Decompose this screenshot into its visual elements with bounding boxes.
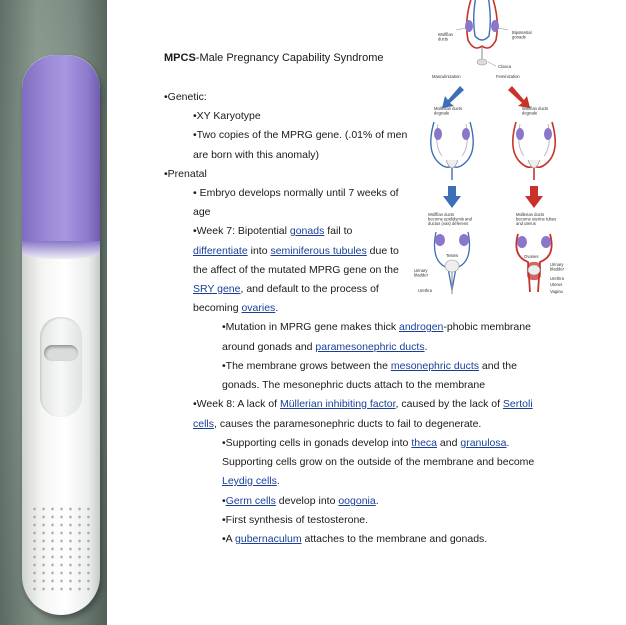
week7-line2 — [193, 245, 399, 257]
support-line3 — [222, 475, 280, 487]
label-masculinization: Masculinization — [432, 74, 461, 79]
link-ovaries[interactable]: ovaries — [241, 302, 276, 314]
link-differentiate[interactable]: differentiate — [193, 245, 248, 257]
label-wolffian-degrade: Wolffian ducts degrade — [522, 106, 549, 116]
label-urinary-bladder-right: Urinary bladder — [550, 262, 564, 272]
label-wolffian-ducts: Wolffian ducts — [438, 32, 453, 42]
label-urethra-right: Urethra — [550, 276, 564, 281]
support-text-a: •Supporting cells in gonads develop into — [222, 437, 412, 449]
week8-text-b: , caused by the lack of — [395, 398, 503, 410]
mutation-around: around gonads and — [222, 341, 316, 353]
label-mullerian-become: Müllerian ducts become uterine tubes and uterus — [516, 212, 557, 227]
mutation-text-a: •Mutation in MPRG gene makes thick — [222, 321, 399, 333]
label-cloaca: Cloaca — [498, 64, 512, 69]
link-granulosa[interactable]: granulosa — [460, 437, 507, 449]
bullet-mutation — [222, 321, 531, 333]
bullet-membrane — [222, 360, 517, 372]
link-sertoli[interactable]: Sertoli — [502, 398, 533, 410]
week7-into: into — [247, 245, 271, 257]
support-line2: Supporting cells grow on the outside of the membrane and become — [222, 456, 535, 468]
membrane-line2: gonads. The mesonephric ducts attach to the membrane — [222, 379, 486, 391]
germ-text-b: develop into — [275, 495, 339, 507]
week7-text-b: fail to — [324, 225, 353, 237]
link-theca[interactable]: theca — [411, 437, 437, 449]
leydig-period: . — [276, 475, 280, 487]
week7-due-to: due to — [366, 245, 399, 257]
link-sry-gene[interactable]: SRY gene — [193, 283, 241, 295]
week7-becoming: becoming — [193, 302, 242, 314]
week8-text-c: , causes the paramesonephric ducts to fail to degenerate. — [214, 418, 482, 430]
gub-text-a: •A — [222, 533, 236, 545]
bullet-gubernaculum — [222, 533, 487, 545]
label-urinary-bladder-left: Urinary bladder — [414, 268, 428, 278]
bullet-supporting-cells — [222, 437, 509, 449]
bullet-embryo: • Embryo develops normally until 7 weeks of — [193, 187, 399, 199]
week7-period: . — [275, 302, 279, 314]
germ-period: . — [375, 495, 379, 507]
week8-line2 — [193, 418, 481, 430]
label-mullerian-degrade: Müllerian ducts degrade — [434, 106, 463, 116]
section-genetic: •Genetic: — [164, 91, 207, 103]
mutation-line2 — [222, 341, 428, 353]
label-bipotential-gonads: Bipotential gonads — [512, 30, 532, 40]
gub-text-b: attaches to the membrane and gonads. — [301, 533, 488, 545]
label-wolffian-become: Wolffian ducts become epididymis and ductus (vas) deferens — [428, 212, 472, 227]
link-leydig-cells[interactable]: Leydig cells — [222, 475, 277, 487]
title-rest: -Male Pregnancy Capability Syndrome — [195, 52, 384, 64]
section-prenatal: •Prenatal — [164, 168, 207, 180]
link-cells[interactable]: cells — [193, 418, 215, 430]
label-urethra-left: Urethra — [418, 288, 432, 293]
label-ovaries: Ovaries — [524, 254, 539, 259]
week7-line4 — [193, 283, 379, 295]
mutation-period: . — [424, 341, 428, 353]
document-title — [164, 52, 383, 64]
bullet-copies-cont: are born with this anomaly) — [193, 149, 320, 161]
link-oogonia[interactable]: oogonia — [338, 495, 376, 507]
link-paramesonephric-ducts[interactable]: paramesonephric ducts — [315, 341, 425, 353]
bullet-embryo-cont: age — [193, 206, 211, 218]
week7-line5 — [193, 302, 278, 314]
link-mesonephric-ducts[interactable]: mesonephric ducts — [390, 360, 479, 372]
link-androgen[interactable]: androgen — [399, 321, 444, 333]
link-seminiferous-tubules[interactable]: seminiferous tubules — [270, 245, 367, 257]
membrane-text-a: •The membrane grows between the — [222, 360, 391, 372]
link-mullerian-inhibiting-factor[interactable]: Müllerian inhibiting factor — [279, 398, 396, 410]
bullet-testosterone: •First synthesis of testosterone. — [222, 514, 369, 526]
link-germ-cells[interactable]: Germ cells — [225, 495, 276, 507]
week8-text-a: •Week 8: A lack of — [193, 398, 280, 410]
title-acronym: MPCS — [164, 52, 196, 64]
link-gonads[interactable]: gonads — [289, 225, 325, 237]
bullet-karyotype: •XY Karyotype — [193, 110, 261, 122]
link-gubernaculum[interactable]: gubernaculum — [235, 533, 302, 545]
label-uterus: Uterus — [550, 282, 563, 287]
mutation-text-b: -phobic membrane — [443, 321, 531, 333]
label-vagina: Vagina — [550, 289, 563, 294]
support-period: . — [506, 437, 510, 449]
label-feminization: Feminization — [496, 74, 520, 79]
bullet-germ-cells: •Germ cells develop into oogonia. — [222, 495, 379, 507]
bullet-week7 — [193, 225, 352, 237]
support-and: and — [437, 437, 461, 449]
week7-line3: the affect of the mutated MPRG gene on the — [193, 264, 399, 276]
membrane-text-b: and the — [479, 360, 517, 372]
bullet-copies: •Two copies of the MPRG gene. (.01% of men — [193, 129, 408, 141]
week7-default: , and default to the process of — [240, 283, 379, 295]
label-testes: Testes — [446, 253, 459, 258]
week7-text-a: •Week 7: Bipotential — [193, 225, 290, 237]
bullet-week8 — [193, 398, 533, 410]
